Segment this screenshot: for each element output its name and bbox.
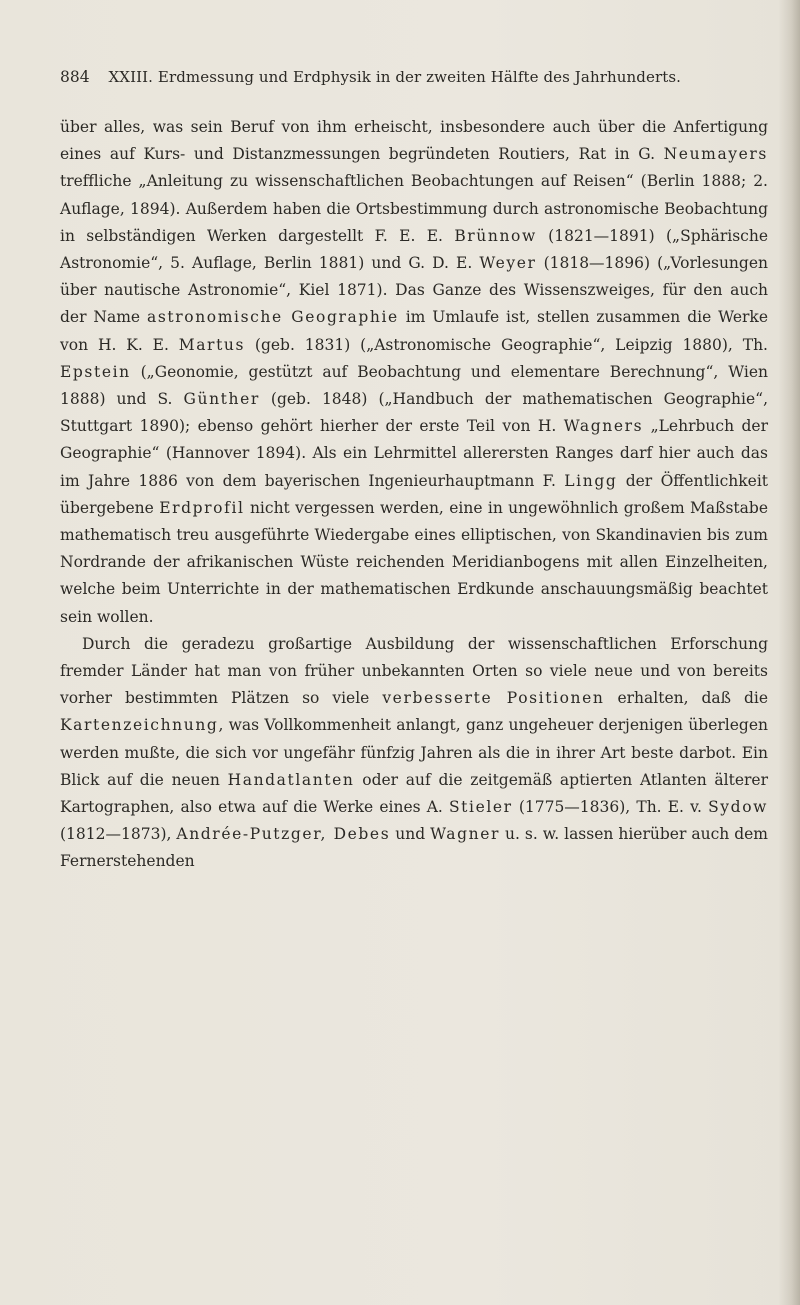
text-segment: „Lehrbuch der Geographie“ (Hannover 1894). Als ein Lehrmittel allerersten Ranges darf hier auch das im Jahre 1886 von dem bayerischen Ingenieurhauptmann F. <box>60 417 768 490</box>
text-segment: oder auf die zeitgemäß aptierten Atlanten älterer Kartographen, also etwa auf die Werke eines A. <box>60 770 768 817</box>
text-segment: nicht vergessen werden, eine in ungewöhnlich großem Maßstabe mathematisch treu ausgeführte Wiedergabe eines elliptischen, von Skandinavien bis zum Nordrande der afrikanischen Wüste reichenden Meridianbogens mit allen Einzelheiten, welche beim Unterrichte in der mathematischen Erdkunde anschauungsmäßig beachtet sein wollen. <box>60 498 768 626</box>
text-segment: , was Vollkommenheit anlangt, ganz ungeheuer derjenigen überlegen werden mußte, die sich vor ungefähr fünfzig Jahren als die in ihrer Art beste darbot. Ein Blick auf die neuen <box>60 716 768 789</box>
text-segment: (1821—1891) („Sphärische Astronomie“, 5. Auflage, Berlin 1881) und G. D. E. <box>60 226 768 273</box>
text-segment: über alles, was sein Beruf von ihm erheischt, insbesondere auch über die Anfertigung eines auf Kurs- und Distanzmessungen begründeten Routiers, Rat in G. <box>60 118 768 164</box>
paragraph-1 <box>60 114 768 631</box>
body-text <box>60 114 768 876</box>
page-header <box>60 64 764 90</box>
text-segment: („Geonomie, gestützt auf Beobachtung und elementare Berechnung“, Wien 1888) und S. <box>60 362 768 409</box>
text-segment: der Öffentlichkeit übergebene <box>60 471 769 517</box>
spaced-emphasis-text: Neumayers <box>663 145 768 164</box>
spaced-emphasis-text: Handatlanten <box>227 770 355 789</box>
spaced-emphasis-text: verbesserte Positionen <box>382 689 605 708</box>
spaced-emphasis-text: Epstein <box>60 362 131 381</box>
spaced-emphasis-text: astronomische Geographie <box>147 308 399 327</box>
spaced-emphasis-text: Wagner <box>430 825 501 844</box>
text-segment: (geb. 1831) („Astronomische Geographie“, Leipzig 1880), Th. <box>245 335 768 354</box>
spaced-emphasis-text: Sydow <box>708 798 768 817</box>
text-segment: Durch die geradezu großartige Ausbildung der wissenschaftlichen Erforschung fremder Länder hat man von früher unbekannten Orten so viele neue und von bereits vorher bestimmten Plätzen so viele <box>60 634 768 708</box>
text-segment: (geb. 1848) („Handbuch der mathematischen Geographie“, Stuttgart 1890); ebenso gehört hierher der erste Teil von H. <box>60 390 768 436</box>
spaced-emphasis-text: Stieler <box>448 798 513 817</box>
spaced-emphasis-text: Kartenzeichnung <box>60 716 219 735</box>
text-segment: und <box>390 825 431 844</box>
page-spine-shadow <box>778 0 800 1305</box>
spaced-emphasis-text: Wagners <box>563 417 644 436</box>
spaced-emphasis-text: Günther <box>183 390 260 409</box>
page-number: 884 <box>60 68 90 86</box>
spaced-emphasis-text: Martus <box>178 335 246 354</box>
spaced-emphasis-text: Andrée-Putzger, Debes <box>176 825 391 844</box>
spaced-emphasis-text: Weyer <box>479 254 537 273</box>
text-segment: (1812—1873), <box>60 825 177 844</box>
text-segment: treffliche „Anleitung zu wissenschaftlichen Beobachtungen auf Reisen“ (Berlin 1888; 2. Auflage, 1894). Außerdem haben die Ortsbestimmung durch astronomische Beobachtung in selbständigen Werken dargestellt F. E. E. <box>60 172 768 245</box>
spaced-emphasis-text: Lingg <box>564 471 618 490</box>
running-title: XXIII. Erdmessung und Erdphysik in der zweiten Hälfte des Jahrhunderts. <box>108 68 682 86</box>
text-segment: (1818—1896) („Vorlesungen über nautische Astronomie“, Kiel 1871). Das Ganze des Wissenszweiges, für den auch der Name <box>60 254 768 327</box>
text-segment: (1775—1836), Th. E. v. <box>512 798 709 817</box>
text-segment: erhalten, daß die <box>604 689 768 708</box>
text-segment: im Umlaufe ist, stellen zusammen die Werke von H. K. E. <box>60 308 768 354</box>
spaced-emphasis-text: Erdprofil <box>159 498 245 517</box>
spaced-emphasis-text: Brünnow <box>454 226 537 245</box>
paragraph-2 <box>60 631 768 876</box>
text-segment: u. s. w. lassen hierüber auch dem Fernerstehenden <box>60 825 769 871</box>
